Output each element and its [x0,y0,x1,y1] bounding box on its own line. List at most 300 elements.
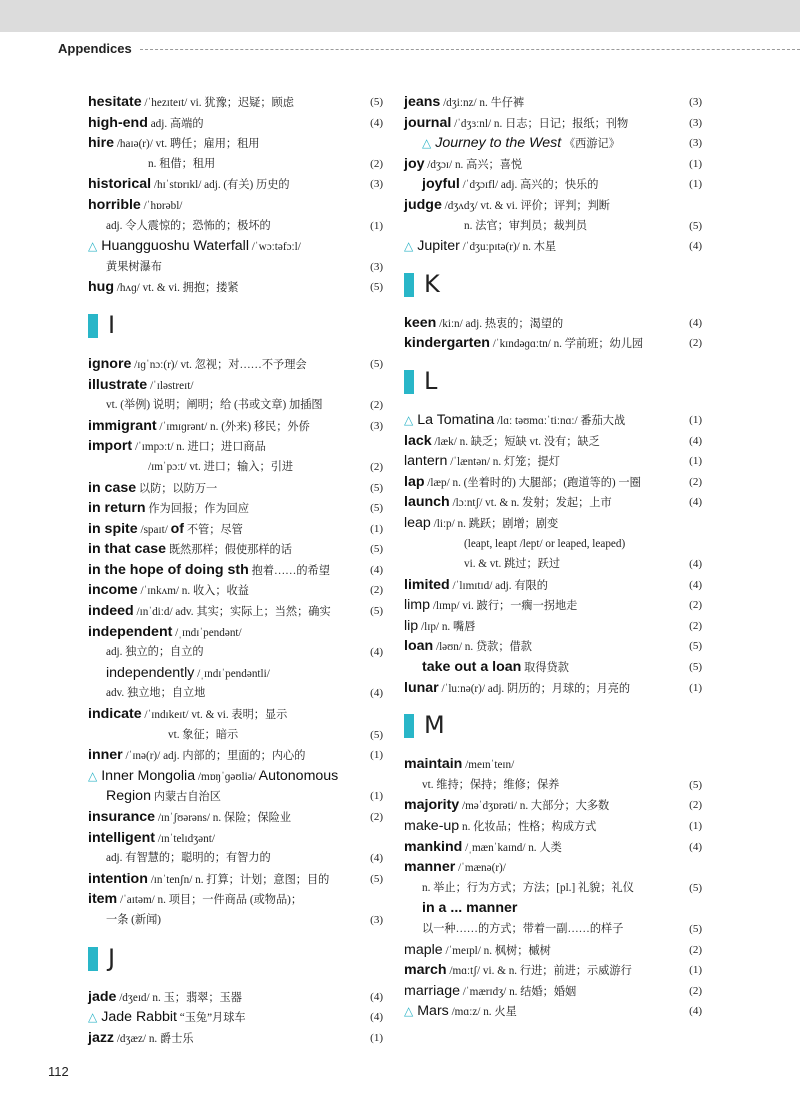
headword: take out a loan [422,659,522,676]
entry-definition: /ˈlæntən/ n. 灯笼；提灯 [447,456,560,469]
unit-number: (4) [689,578,702,591]
headword: intelligent [88,829,155,846]
glossary-entry [88,828,383,849]
headword: Jade Rabbit [101,1009,177,1026]
headword: jade [88,988,117,1005]
glossary-entry [88,113,383,134]
headword: lip [404,617,419,634]
headword: jeans [404,94,441,110]
entry-definition: 内蒙古自治区 [150,791,221,804]
unit-number: (3) [370,913,383,926]
headword: item [88,891,118,908]
unit-number: (4) [370,687,383,700]
unit-number: (2) [370,811,383,823]
unit-number: (4) [370,646,383,659]
headword: lunar [404,679,439,696]
glossary-entry [404,236,702,257]
unit-number: (5) [689,923,702,935]
entry-continuation [88,257,383,278]
entry-definition: adv. 独立地；自立地 [106,687,206,700]
entry-definition: vt. (举例) 说明；阐明；给 (书或文章) 加插图 [106,399,323,412]
entry-definition: /ɪmˈpɔːt/ vt. 进口；输入；引进 [148,460,294,473]
headword: maple [404,941,443,958]
glossary-entry [404,898,702,919]
headword: maintain [404,756,463,773]
letter-heading-text: M [424,711,445,740]
glossary-entry [404,857,702,878]
entry-definition: /ˈwɔːtəfɔːl/ [248,241,301,254]
headword: horrible [88,196,141,213]
glossary-entry [88,766,383,787]
glossary-entry [88,622,383,643]
glossary-entry [404,616,702,637]
headword: La Tomatina [417,411,495,428]
entry-definition: /ˈmærɪdʒ/ n. 结婚；婚姻 [459,985,577,998]
entry-definition: /ˈɪləstreɪt/ [147,379,194,392]
unit-number: (5) [370,481,383,494]
unit-number: (4) [689,496,702,509]
glossary-entry [88,580,383,601]
unit-number: (5) [370,728,383,741]
glossary-entry [88,889,383,910]
entry-definition: (leapt, leapt /lept/ or leaped, leaped) [464,537,626,550]
entry-continuation [88,216,383,237]
top-gray-band [0,0,800,32]
entry-definition: /ˈlɪmɪtɪd/ adj. 有限的 [449,579,548,592]
entry-definition: 既然那样；假使那样的话 [166,544,292,557]
unit-number: (4) [689,558,702,571]
headword: journal [404,114,452,131]
entry-definition: vi. & vt. 跳过；跃过 [464,558,561,571]
glossary-entry [88,539,383,560]
entry-definition: /læp/ n. (坐着时的) 大腿部；(跑道等的) 一圈 [424,476,641,489]
header-rule [140,49,800,50]
headword: make-up [404,818,460,835]
entry-definition: /ˈɪmpɔːt/ n. 进口；进口商品 [132,441,266,454]
headword: insurance [88,809,156,825]
letter-heading [404,354,702,410]
glossary-entry [404,492,702,513]
entry-definition: /ˌɪndɪˈpendənt/ [172,626,242,639]
entry-definition: /ˈmænə(r)/ [455,862,506,875]
headword: keen [404,314,437,331]
unit-number: (3) [370,419,383,432]
entry-definition: /ˈmeɪpl/ n. 枫树；槭树 [442,944,551,957]
unit-number: (3) [370,260,383,273]
headword: limited [404,576,450,593]
entry-definition: /lɔːntʃ/ vt. & n. 发射；发起；上市 [449,497,612,510]
unit-number: (1) [370,749,383,762]
entry-definition: adj. 令人震惊的；恐怖的；极坏的 [106,219,271,232]
unit-number: (5) [689,661,702,674]
entry-definition: /ˈhɒrəbl/ [140,199,183,212]
headword: hire [88,135,115,152]
entry-definition: /ˈaɪtəm/ n. 项目；一件商品 (或物品)； [117,894,303,907]
glossary-entry [404,1001,702,1022]
glossary-entry [404,940,702,961]
letter-heading-text: L [424,366,438,395]
entry-definition: /dʒɔɪ/ n. 高兴；喜悦 [424,158,523,171]
unit-number: (2) [689,337,702,350]
headword: illustrate [88,376,148,393]
unit-number: (2) [689,984,702,997]
unit-number: (3) [370,178,383,191]
entry-definition: /ˈdʒɔɪfl/ adj. 高兴的；快乐的 [459,179,599,192]
unit-number: (1) [370,219,383,232]
entry-definition: /mɑːz/ n. 火星 [448,1006,517,1019]
headword: historical [88,176,152,193]
glossary-entry [404,451,702,472]
glossary-entry [88,478,383,499]
entry-definition: adj. 独立的；自立的 [106,646,204,659]
unit-number: (1) [689,178,702,191]
entry-definition: /ɪnˈtelɪdʒənt/ [155,832,215,845]
unit-number: (5) [689,778,702,791]
entry-definition: /ɪnˈʃʊərəns/ n. 保险；保险业 [155,812,292,824]
unit-number: (4) [689,434,702,447]
headword: Autonomous [258,767,339,784]
glossary-entry [88,133,383,154]
entry-definition: 黄果树瀑布 [106,260,162,273]
glossary-entry [404,92,702,113]
entry-definition: “玉兔”月球车 [176,1012,246,1025]
glossary-right-column [404,92,702,1022]
entry-continuation [404,216,702,237]
entry-definition: 《西游记》 [561,138,620,151]
entry-definition: 以一种……的方式；带着一副……的样子 [422,923,624,935]
glossary-entry [404,678,702,699]
unit-number: (5) [689,640,702,653]
entry-definition: /spaɪt/ [137,523,171,536]
unit-number: (5) [370,502,383,515]
entry-definition: /dʒʌdʒ/ vt. & vi. 评价；评判；判断 [441,199,610,212]
glossary-entry [404,657,702,678]
headword: independent [88,623,173,640]
glossary-entry [88,704,383,725]
unit-number: (3) [689,96,702,108]
unit-number: (1) [689,413,702,426]
glossary-entry [88,807,383,828]
unit-number: (4) [689,1005,702,1018]
unit-number: (2) [370,584,383,597]
headword: limp [404,597,431,614]
entry-continuation [404,775,702,796]
unit-number: (4) [370,563,383,576]
entry-definition: /mɒŋˈɡəʊliə/ [195,770,259,783]
unit-number: (2) [689,943,702,956]
entry-definition: /məˈdʒɒrəti/ n. 大部分；大多数 [459,800,610,813]
letter-heading [404,257,702,313]
headword: launch [404,494,450,511]
glossary-entry [88,987,383,1008]
headword: inner [88,747,123,764]
entry-definition: /dʒiːnz/ n. 牛仔裤 [440,97,525,109]
entry-continuation [88,683,383,704]
glossary-entry [404,195,702,216]
glossary-entry [88,174,383,195]
entry-definition: n. 租借；租用 [148,157,216,170]
glossary-entry [404,981,702,1002]
headword: leap [404,514,431,531]
entry-definition: /lɑː təʊmɑːˈtiːnɑː/ 番茄大战 [494,414,626,427]
glossary-entry [404,816,702,837]
glossary-entry [404,636,702,657]
entry-definition: adj. 高端的 [147,117,204,130]
letter-marker-bar [404,370,414,394]
headword: indicate [88,706,142,723]
headword: in return [88,500,146,517]
glossary-entry [404,154,702,175]
new-word-triangle-icon: △ [404,412,414,427]
unit-number: (2) [689,619,702,632]
entry-definition: /kiːn/ adj. 热衷的；渴望的 [436,317,564,330]
headword: in that case [88,541,167,558]
letter-heading [88,298,383,354]
entry-continuation [88,395,383,416]
glossary-entry [404,431,702,452]
letter-marker-bar [88,947,98,971]
glossary-entry [404,333,702,354]
entry-definition: /lɪp/ n. 嘴唇 [418,620,476,633]
headword: Region [106,788,151,805]
new-word-triangle-icon: △ [88,768,98,783]
glossary-entry [404,133,702,154]
unit-number: (2) [689,475,702,488]
headword: hug [88,279,114,296]
unit-number: (1) [689,820,702,833]
running-head: Appendices [58,41,132,56]
unit-number: (5) [689,881,702,894]
entry-definition: /ˈluːnə(r)/ adj. 阴历的；月球的；月亮的 [438,682,631,695]
headword: high-end [88,114,148,131]
headword: marriage [404,982,460,999]
glossary-entry [88,1007,383,1028]
letter-heading-text: I [108,310,116,339]
unit-number: (4) [370,990,383,1003]
glossary-entry [404,795,702,816]
unit-number: (5) [370,605,383,618]
unit-number: (5) [370,96,383,108]
entry-definition: /ˈɪnkʌm/ n. 收入；收益 [137,585,249,598]
glossary-entry [88,519,383,540]
headword: Inner Mongolia [101,767,196,784]
unit-number: (5) [370,543,383,556]
unit-number: (5) [689,219,702,232]
glossary-entry [404,313,702,334]
unit-number: (4) [370,116,383,129]
headword: Journey to the West [435,135,562,152]
headword: mankind [404,838,463,855]
unit-number: (2) [689,799,702,812]
entry-definition: /liːp/ n. 跳跃；剧增；剧变 [430,517,559,530]
headword: march [404,962,447,979]
entry-continuation [404,534,702,555]
entry-definition: /ˈdʒɜːnl/ n. 日志；日记；报纸；刊物 [451,117,629,130]
headword: import [88,438,133,455]
unit-number: (2) [370,399,383,412]
entry-definition: /mɑːtʃ/ vi. & n. 行进；前进；示威游行 [446,965,632,978]
entry-definition: n. 化妆品；性格；构成方式 [459,821,597,834]
entry-definition: n. 法官；审判员；裁判员 [464,219,588,232]
unit-number: (1) [370,522,383,535]
glossary-entry [404,513,702,534]
unit-number: (5) [370,281,383,294]
glossary-entry [404,837,702,858]
glossary-entry [88,195,383,216]
glossary-entry [88,277,383,298]
headword: indeed [88,603,134,620]
glossary-entry [88,436,383,457]
entry-definition: /ˈɪndɪkeɪt/ vt. & vi. 表明；显示 [141,709,288,722]
entry-definition: 取得贷款 [521,662,569,675]
headword: judge [404,196,442,213]
unit-number: (3) [689,137,702,150]
glossary-entry [88,498,383,519]
entry-definition: 以防；以防万一 [136,482,218,495]
headword: in the hope of doing sth [88,561,249,578]
entry-definition: /læk/ n. 缺乏；短缺 vt. 没有；缺乏 [431,435,600,448]
entry-definition: /ˌɪndɪˈpendəntli/ [194,667,270,680]
entry-definition: 不管；尽管 [184,523,243,536]
entry-continuation [88,642,383,663]
entry-definition: /ˈdʒuːpɪtə(r)/ n. 木星 [459,241,557,254]
glossary-left-column [88,92,383,1048]
new-word-triangle-icon: △ [422,136,432,151]
entry-continuation [404,554,702,575]
glossary-entry [88,92,383,113]
headword: lack [404,432,432,449]
letter-marker-bar [88,314,98,338]
glossary-entry [88,745,383,766]
glossary-entry [88,1028,383,1049]
headword: joy [404,155,425,172]
glossary-entry [404,472,702,493]
page-number: 112 [48,1064,69,1079]
new-word-triangle-icon: △ [88,239,98,254]
glossary-entry [404,113,702,134]
new-word-triangle-icon: △ [404,239,414,254]
entry-definition: /meɪnˈteɪn/ [462,759,515,772]
letter-heading [88,931,383,987]
unit-number: (4) [689,840,702,853]
headword: in spite [88,520,138,537]
glossary-entry [404,575,702,596]
unit-number: (2) [370,157,383,170]
unit-number: (4) [689,240,702,253]
glossary-entry [88,375,383,396]
entry-definition: /ˈkɪndəɡɑːtn/ n. 学前班；幼儿园 [489,338,644,351]
entry-definition: /ɪnˈdiːd/ adv. 其实；实际上；当然；确实 [133,606,331,619]
glossary-entry [404,754,702,775]
letter-heading-text: J [108,943,116,972]
headword: of [170,520,185,537]
entry-definition: /ɪnˈtenʃn/ n. 打算；计划；意图；目的 [147,873,330,886]
glossary-entry [88,869,383,890]
unit-number: (1) [689,157,702,170]
headword: intention [88,870,148,887]
entry-definition: /ɪɡˈnɔː(r)/ vt. 忽视；对……不予理会 [131,358,307,371]
unit-number: (2) [370,460,383,473]
entry-definition: n. 举止；行为方式；方法；[pl.] 礼貌；礼仪 [422,881,634,894]
headword: joyful [422,176,460,193]
headword: in a ... manner [422,900,518,917]
entry-continuation [88,725,383,746]
letter-marker-bar [404,273,414,297]
headword: loan [404,638,434,655]
glossary-entry [88,354,383,375]
entry-definition: /dʒeɪd/ n. 玉；翡翠；玉器 [116,991,242,1004]
entry-definition: vt. 维持；保持；维修；保养 [422,778,560,791]
entry-definition: /dʒæz/ n. 爵士乐 [114,1032,194,1045]
headword: manner [404,859,456,876]
headword: Jupiter [417,238,460,255]
headword: jazz [88,1029,115,1046]
glossary-entry [404,595,702,616]
glossary-entry [88,663,383,684]
glossary-entry [88,786,383,807]
new-word-triangle-icon: △ [404,1004,414,1019]
glossary-entry [88,560,383,581]
letter-heading [404,698,702,754]
unit-number: (2) [689,599,702,612]
unit-number: (1) [370,790,383,803]
entry-definition: /ˌmænˈkaɪnd/ n. 人类 [462,841,562,854]
entry-definition: /ˈɪmɪɡrənt/ n. (外来) 移民；外侨 [156,420,310,433]
glossary-entry [404,410,702,431]
headword: lap [404,473,425,490]
unit-number: (3) [689,116,702,129]
entry-continuation [88,848,383,869]
headword: ignore [88,355,132,372]
entry-definition: /lɪmp/ vi. 跛行；一瘸一拐地走 [430,600,578,613]
headword: kindergarten [404,335,490,352]
headword: income [88,582,138,599]
entry-definition: 作为回报；作为回应 [145,503,250,516]
entry-definition: /hʌɡ/ vt. & vi. 拥抱；搂紧 [114,282,239,295]
headword: independently [106,664,195,681]
entry-continuation [404,919,702,940]
entry-definition: /hɪˈstɒrɪkl/ adj. (有关) 历史的 [151,179,290,192]
entry-continuation [88,457,383,478]
headword: hesitate [88,94,142,110]
unit-number: (5) [370,357,383,370]
entry-definition: adj. 有智慧的；聪明的；有智力的 [106,852,271,865]
unit-number: (1) [689,455,702,468]
headword: Mars [417,1003,449,1020]
entry-continuation [404,878,702,899]
glossary-entry [404,960,702,981]
entry-definition: /ləʊn/ n. 贷款；借款 [433,641,532,654]
entry-definition: 抱着……的希望 [248,564,330,577]
headword: immigrant [88,417,157,434]
headword: in case [88,479,137,496]
unit-number: (4) [370,1011,383,1024]
unit-number: (1) [689,681,702,694]
entry-definition: 一条 (新闻) [106,913,161,926]
entry-continuation [88,154,383,175]
entry-definition: /haɪə(r)/ vt. 聘任；雇用；租用 [114,138,260,151]
glossary-entry [404,174,702,195]
glossary-entry [88,416,383,437]
unit-number: (4) [689,316,702,329]
entry-definition: /ˈɪnə(r)/ adj. 内部的；里面的；内心的 [122,750,306,763]
headword: lantern [404,453,448,470]
unit-number: (4) [370,852,383,865]
glossary-entry [88,236,383,257]
headword: majority [404,797,460,814]
entry-definition: /ˈhezɪteɪt/ vi. 犹豫；迟疑；顾虑 [141,97,294,109]
headword: Huangguoshu Waterfall [101,238,249,255]
